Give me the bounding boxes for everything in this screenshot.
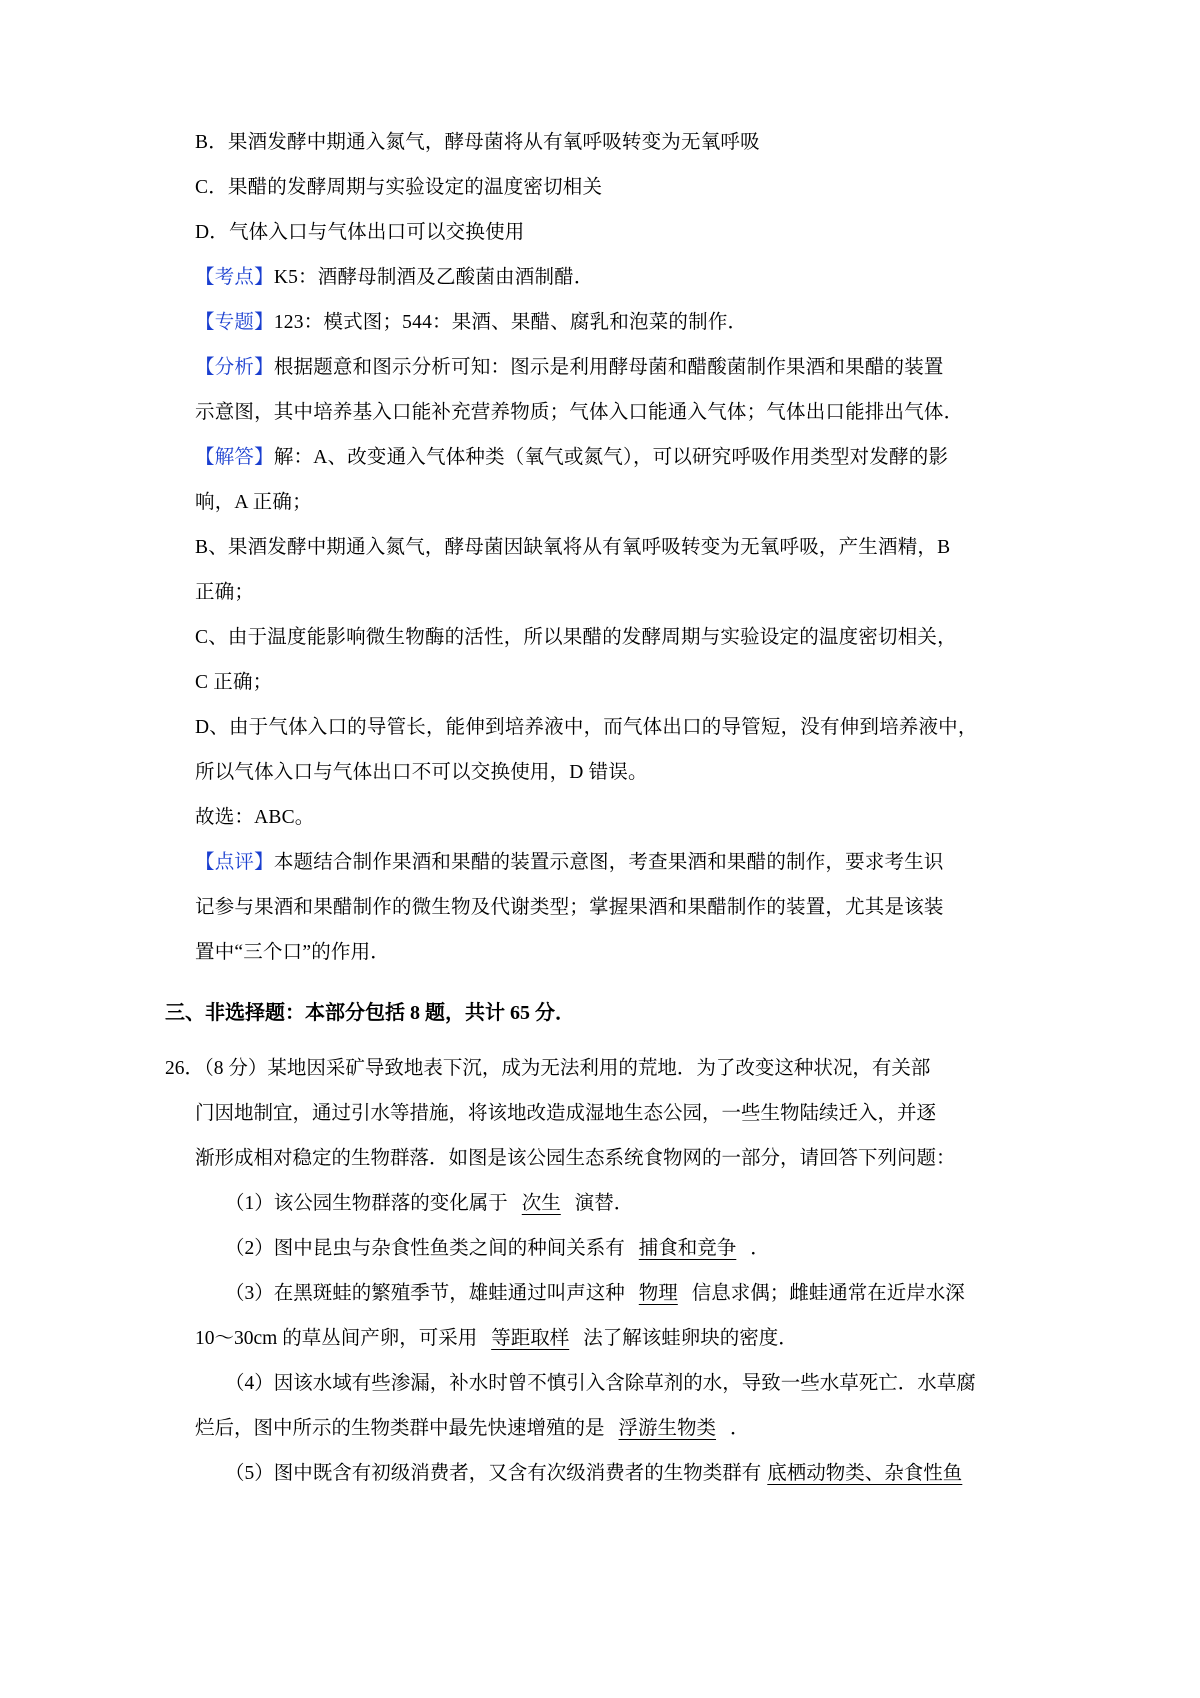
sub-question-1 — [195, 1181, 1005, 1226]
sub-4-text-a: 因该水域有些渗漏，补水时曾不慎引入含除草剂的水，导致一些水草死亡．水草腐 — [273, 1373, 976, 1394]
question-26-stem-line-2: 门因地制宜，通过引水等措施，将该地改造成湿地生态公园，一些生物陆续迁入，并逐 — [195, 1103, 937, 1124]
sub-1-answer: 次生 — [521, 1193, 561, 1214]
section-heading: 三、非选择题：本部分包括 8 题，共计 65 分． — [165, 1002, 575, 1024]
option-b: B．果酒发酵中期通入氮气，酵母菌将从有氧呼吸转变为无氧呼吸 — [195, 132, 760, 153]
fenxi-line-1: 根据题意和图示分析可知：图示是利用酵母菌和醋酸菌制作果酒和果醋的装置 — [273, 357, 944, 378]
fenxi-line-2: 示意图，其中培养基入口能补充营养物质；气体入口能通入气体；气体出口能排出气体． — [195, 402, 964, 423]
sub-question-3-cont — [195, 1316, 1005, 1361]
sub-2-text-b: ． — [750, 1238, 770, 1259]
question-26-stem-line-1 — [165, 1046, 1005, 1091]
zhuanti-row — [195, 300, 1005, 345]
question-26-stem-line-3: 渐形成相对稳定的生物群落．如图是该公园生态系统食物网的一部分，请回答下列问题： — [195, 1148, 956, 1169]
kaodian-text: K5：酒酵母制酒及乙酸菌由酒制醋． — [273, 267, 594, 288]
sub-question-4-cont — [195, 1406, 1005, 1451]
dianping-row — [195, 840, 1005, 975]
sub-1-text-b: 演替． — [574, 1193, 634, 1214]
sub-5-text-a: 图中既含有初级消费者，又含有次级消费者的生物类群有 — [273, 1463, 762, 1484]
sub-4-answer: 浮游生物类 — [618, 1418, 717, 1439]
dianping-tag: 【点评】 — [195, 852, 274, 873]
zhuanti-tag: 【专题】 — [195, 312, 274, 333]
option-d: D．气体入口与气体出口可以交换使用 — [195, 222, 525, 243]
sub-3-text-a: 在黑斑蛙的繁殖季节，雄蛙通过叫声这种 — [273, 1283, 625, 1304]
dianping-line-1: 本题结合制作果酒和果醋的装置示意图，考查果酒和果醋的制作，要求考生识 — [273, 852, 944, 873]
jieda-tag: 【解答】 — [195, 447, 274, 468]
jieda-line-2: 响，A 正确； — [195, 492, 312, 513]
sub-question-2 — [195, 1226, 1005, 1271]
sub-4-text-b: 烂后，图中所示的生物类群中最先快速增殖的是 — [195, 1418, 605, 1439]
kaodian-tag: 【考点】 — [195, 267, 274, 288]
sub-2-label: （2） — [225, 1238, 274, 1259]
fenxi-tag: 【分析】 — [195, 357, 274, 378]
sub-question-5 — [195, 1451, 1005, 1496]
jieda-line-7: D、由于气体入口的导管长，能伸到培养液中，而气体出口的导管短，没有伸到培养液中， — [195, 717, 978, 738]
sub-5-label: （5） — [225, 1463, 274, 1484]
jieda-line-8: 所以气体入口与气体出口不可以交换使用，D 错误。 — [195, 762, 648, 783]
jieda-line-1: 解：A、改变通入气体种类（氧气或氮气），可以研究呼吸作用类型对发酵的影 — [273, 447, 949, 468]
sub-3-text-d: 法了解该蛙卵块的密度． — [583, 1328, 798, 1349]
jieda-row — [195, 435, 1005, 840]
jieda-line-3: B、果酒发酵中期通入氮气，酵母菌因缺氧将从有氧呼吸转变为无氧呼吸，产生酒精，B — [195, 537, 951, 558]
sub-1-text-a: 该公园生物群落的变化属于 — [273, 1193, 508, 1214]
sub-2-answer: 捕食和竞争 — [638, 1238, 737, 1259]
sub-3-answer-2: 等距取样 — [491, 1328, 570, 1349]
dianping-line-2: 记参与果酒和果醋制作的微生物及代谢类型；掌握果酒和果醋制作的装置，尤其是该装 — [195, 897, 944, 918]
jieda-line-9: 故选：ABC。 — [195, 807, 315, 828]
jieda-line-4: 正确； — [195, 582, 255, 603]
sub-4-text-c: ． — [730, 1418, 750, 1439]
sub-4-label: （4） — [225, 1373, 274, 1394]
question-26-number: 26．（8 分） — [165, 1058, 268, 1079]
sub-2-text-a: 图中昆虫与杂食性鱼类之间的种间关系有 — [273, 1238, 625, 1259]
sub-question-3 — [195, 1271, 1005, 1316]
question-26 — [165, 1046, 1005, 1496]
question-26-stem-a: 某地因采矿导致地表下沉，成为无法利用的荒地．为了改变这种状况，有关部 — [267, 1058, 931, 1079]
sub-3-label: （3） — [225, 1283, 274, 1304]
dianping-line-3: 置中“三个口”的作用． — [195, 942, 391, 963]
option-c: C．果醋的发酵周期与实验设定的温度密切相关 — [195, 177, 603, 198]
jieda-line-6: C 正确； — [195, 672, 273, 693]
zhuanti-text: 123：模式图；544：果酒、果醋、腐乳和泡菜的制作． — [273, 312, 748, 333]
sub-3-answer-1: 物理 — [638, 1283, 678, 1304]
fenxi-row — [195, 345, 1005, 435]
sub-3-text-b: 信息求偶；雌蛙通常在近岸水深 — [691, 1283, 965, 1304]
sub-1-label: （1） — [225, 1193, 274, 1214]
jieda-line-5: C、由于温度能影响微生物酶的活性，所以果醋的发酵周期与实验设定的温度密切相关， — [195, 627, 957, 648]
sub-question-4 — [195, 1361, 1005, 1406]
kaodian-row — [195, 255, 1005, 300]
sub-5-answer: 底栖动物类、杂食性鱼 — [767, 1463, 963, 1484]
sub-3-text-c: 10～30cm 的草丛间产卵，可采用 — [195, 1328, 478, 1349]
